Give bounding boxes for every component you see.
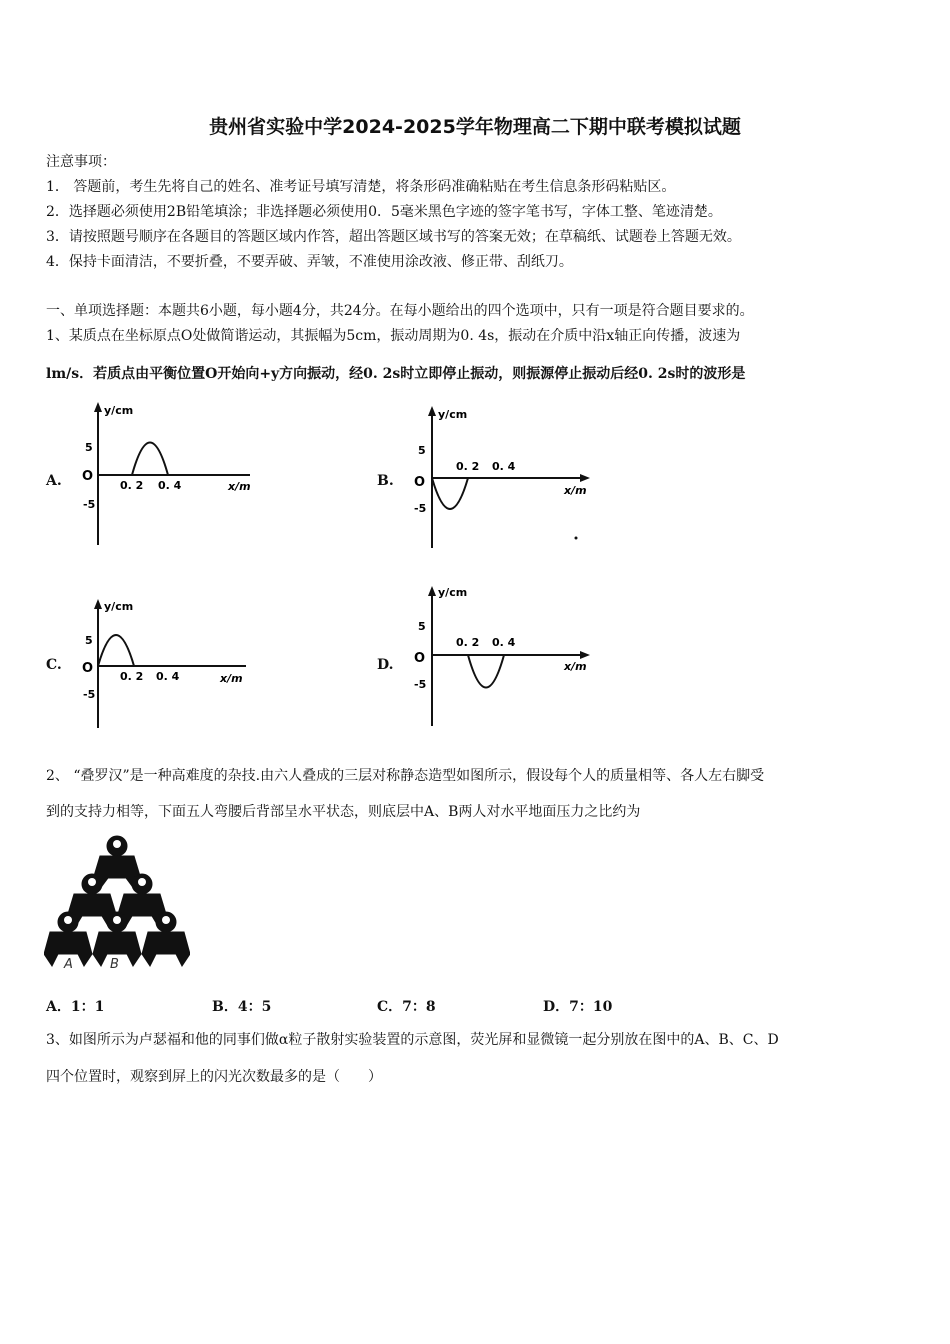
y-axis-label: y/cm xyxy=(438,586,468,599)
y-tick-negative: -5 xyxy=(83,498,96,511)
x-axis-label: x/m xyxy=(220,672,243,685)
x-tick-1: 0. 2 xyxy=(456,460,480,473)
x-tick-2: 0. 4 xyxy=(156,670,180,683)
origin-label: O xyxy=(82,469,94,484)
x-tick-1: 0. 2 xyxy=(120,670,144,683)
q2-option-a: A．1：1 xyxy=(46,999,105,1015)
y-tick-negative: -5 xyxy=(83,688,96,701)
y-axis-label: y/cm xyxy=(438,408,468,421)
option-b-label: B. xyxy=(377,473,394,489)
y-tick-negative: -5 xyxy=(414,502,427,515)
label-b: B xyxy=(110,957,119,972)
wave-curve xyxy=(468,655,504,688)
page-title: 贵州省实验中学2024-2025学年物理高二下期中联考模拟试题 xyxy=(209,116,741,138)
wave-graph-c xyxy=(70,596,260,732)
wave-curve xyxy=(432,478,468,509)
option-a-label: A. xyxy=(46,473,62,489)
notice-item: 4．保持卡面清洁，不要折叠，不要弄破、弄皱，不准使用涂改液、修正带、刮纸刀。 xyxy=(46,254,573,270)
y-axis-label: y/cm xyxy=(104,600,134,613)
notice-heading: 注意事项： xyxy=(46,154,116,170)
section-heading: 一、单项选择题：本题共6小题，每小题4分，共24分。在每小题给出的四个选项中，只有一项是符合题目要求的。 xyxy=(46,303,754,319)
wave-graph-a xyxy=(70,400,260,550)
question-1-line1: 1、某质点在坐标原点O处做简谐运动，其振幅为5cm，振动周期为0. 4s，振动在介质中沿x轴正向传播，波速为 xyxy=(46,328,741,344)
option-d-label: D. xyxy=(377,657,394,673)
y-axis-label: y/cm xyxy=(104,404,134,417)
q2-option-b: B．4：5 xyxy=(212,999,272,1015)
x-tick-2: 0. 4 xyxy=(492,636,516,649)
x-axis-label: x/m xyxy=(228,480,251,493)
wave-curve xyxy=(132,443,168,476)
origin-label: O xyxy=(82,661,94,676)
x-tick-2: 0. 4 xyxy=(492,460,516,473)
y-tick-positive: 5 xyxy=(418,620,426,633)
q2-option-d: D．7：10 xyxy=(543,999,613,1015)
wave-curve xyxy=(98,635,134,666)
notice-item: 1． 答题前，考生先将自己的姓名、准考证号填写清楚，将条形码准确粘贴在考生信息条形码粘贴区。 xyxy=(46,179,676,195)
question-2-line1: 2、 “叠罗汉”是一种高难度的杂技.由六人叠成的三层对称静态造型如图所示，假设每个人的质量相等、各人左右脚受 xyxy=(46,768,765,784)
origin-label: O xyxy=(414,651,426,666)
x-axis-label: x/m xyxy=(564,484,587,497)
wave-graph-b xyxy=(400,400,600,550)
question-3-line2: 四个位置时，观察到屏上的闪光次数最多的是（ ） xyxy=(46,1069,382,1085)
y-tick-positive: 5 xyxy=(418,444,426,457)
y-tick-positive: 5 xyxy=(85,441,93,454)
x-axis-label: x/m xyxy=(564,660,587,673)
y-tick-negative: -5 xyxy=(414,678,427,691)
option-c-label: C. xyxy=(46,657,62,673)
wave-graph-d xyxy=(400,580,600,730)
human-pyramid-figure xyxy=(44,828,190,972)
notice-item: 2．选择题必须使用2B铅笔填涂；非选择题必须使用0．5毫米黑色字迹的签字笔书写，字体工整、笔迹清楚。 xyxy=(46,204,722,220)
question-1-line2: lm/s．若质点由平衡位置O开始向+y方向振动，经0. 2s时立即停止振动，则振源停止振动后经0. 2s时的波形是 xyxy=(46,366,746,382)
y-tick-positive: 5 xyxy=(85,634,93,647)
question-3-line1: 3、如图所示为卢瑟福和他的同事们做α粒子散射实验装置的示意图，荧光屏和显微镜一起分别放在图中的A、B、C、D xyxy=(46,1032,779,1048)
question-2-line2: 到的支持力相等，下面五人弯腰后背部呈水平状态，则底层中A、B两人对水平地面压力之比约为 xyxy=(46,804,641,820)
origin-label: O xyxy=(414,475,426,490)
q2-option-c: C．7：8 xyxy=(377,999,436,1015)
x-tick-1: 0. 2 xyxy=(456,636,480,649)
x-tick-2: 0. 4 xyxy=(158,479,182,492)
x-tick-1: 0. 2 xyxy=(120,479,144,492)
label-a: A xyxy=(64,957,73,972)
notice-item: 3．请按照题号顺序在各题目的答题区域内作答，超出答题区域书写的答案无效；在草稿纸、试题卷上答题无效。 xyxy=(46,229,741,245)
